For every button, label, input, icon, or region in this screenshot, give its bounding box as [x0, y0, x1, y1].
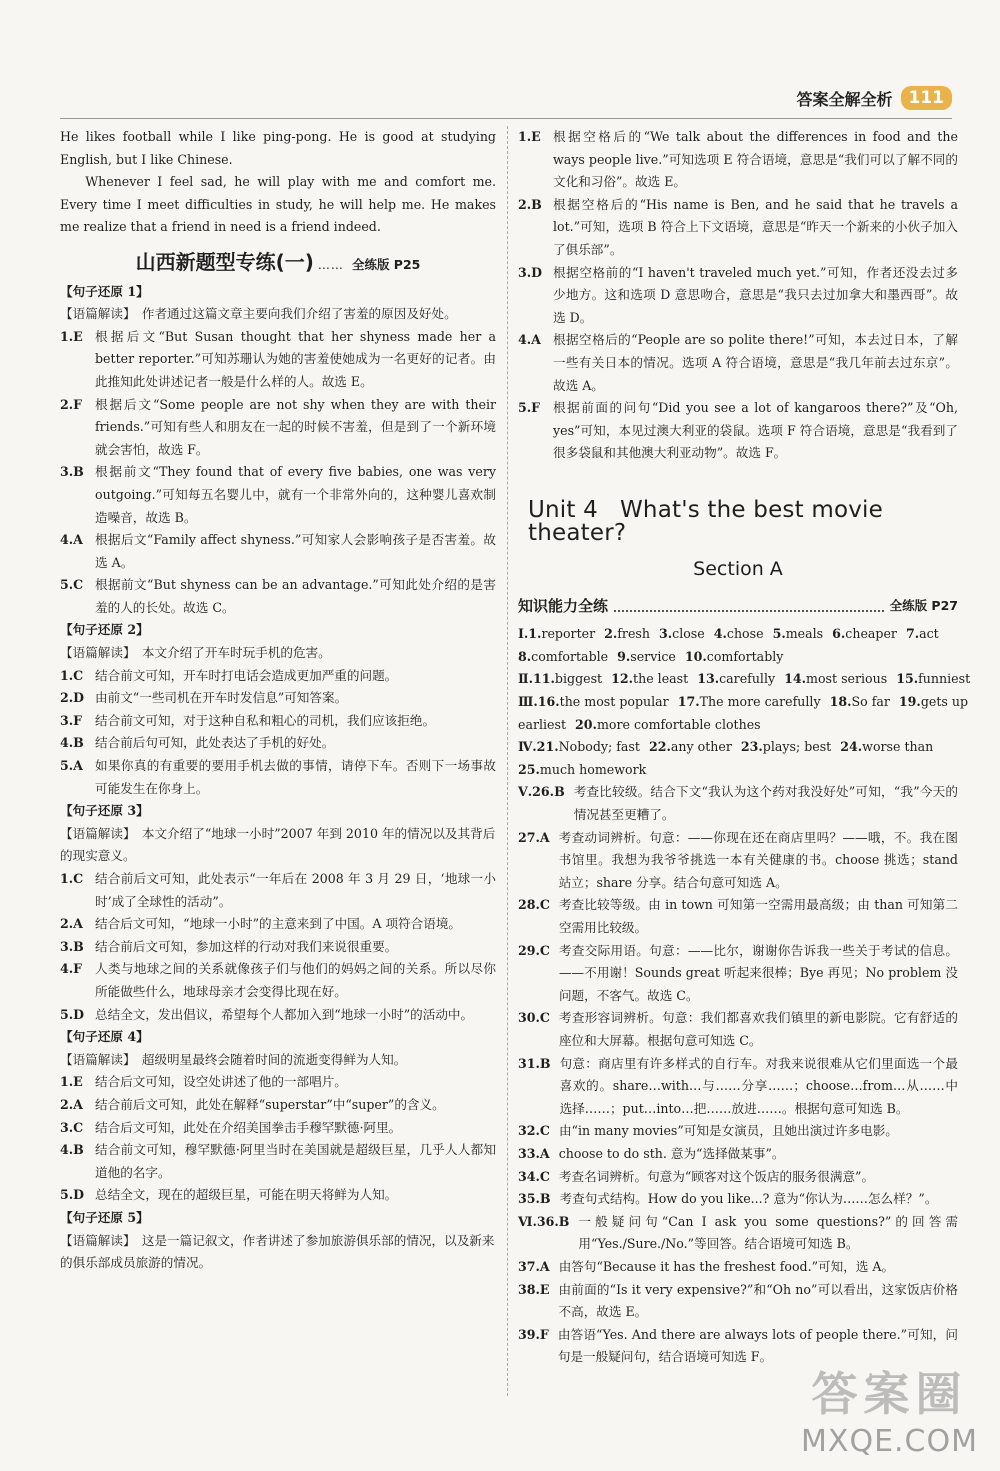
- section-label: Section A: [693, 558, 783, 581]
- vocab-num: 24.: [840, 739, 863, 755]
- answer-num: 3.C: [60, 1119, 84, 1135]
- answer-num: 29.C: [518, 942, 550, 958]
- vocab-num: 20.: [575, 716, 597, 732]
- answer-num: 1.C: [60, 871, 84, 886]
- group-head: 【句子还原 4】: [60, 1029, 149, 1045]
- answer-num: 32.C: [518, 1123, 550, 1139]
- answer-num: 3.B: [60, 938, 84, 954]
- answer-item: [518, 1007, 958, 1052]
- answer-text: 由答句“Because it has the freshest food.”可知，选 A。: [558, 1258, 895, 1274]
- vocab-answer: reporter: [541, 626, 596, 642]
- answer-num: 38.E: [518, 1281, 550, 1297]
- reading-summary: 【语篇解读】 本文介绍了开车时玩手机的危害。: [60, 645, 331, 661]
- answer-item: [518, 194, 958, 262]
- answer-text: 考查动词辨析。句意：——你现在还在商店里吗？——哦，不。我在图书馆里。我想为我爷爷挑选一本有关健康的书。choose 挑选；stand 站立；share 分享。结合句意可知选 A。: [558, 829, 958, 890]
- vocab-num: Ⅰ.1.: [518, 626, 542, 642]
- answer-text: 由答语“Yes. And there are always lots of people there.”可知，问句是一般疑问句，结合语境可知选 F。: [557, 1326, 958, 1365]
- answer-item: [518, 126, 958, 194]
- practice-ref: 全练版 P27: [889, 597, 958, 613]
- intro-paragraph: Whenever I feel sad, he will play with me and comfort me. Every time I meet difficulties in study, he will help me. He makes me realize that a friend in need is a friend indeed.: [60, 174, 496, 235]
- answer-num: 3.F: [60, 712, 83, 728]
- answer-num: 27.A: [518, 829, 550, 845]
- section-title: 山西新题型专练(一): [135, 249, 314, 274]
- vocab-answer: service: [630, 648, 676, 664]
- answer-item: [60, 665, 496, 688]
- vocab-answer: biggest: [554, 671, 603, 687]
- answer-text: 考查名词辨析。句意为“顾客对这个饭店的服务很满意”。: [558, 1168, 875, 1184]
- section-dots: ……: [317, 257, 344, 272]
- vocab-answer: fresh: [617, 626, 650, 642]
- answer-item: [518, 894, 958, 939]
- answer-num: 3.D: [518, 264, 543, 280]
- answer-text: 结合前文可知，穆罕默德·阿里当时在美国就是超级巨星，几乎人人都知道他的名字。: [95, 1142, 496, 1180]
- answer-item: [518, 1053, 958, 1121]
- answer-text: 根据前文“But shyness can be an advantage.”可知此处介绍的是害羞的人的长处。故选 C。: [95, 577, 496, 615]
- answer-item: [60, 1117, 496, 1140]
- page-header: [796, 86, 952, 110]
- vocab-answer: meals: [785, 626, 824, 642]
- vocab-answer: much homework: [539, 761, 647, 777]
- answer-num: 28.C: [518, 897, 550, 913]
- vocab-line: [518, 646, 958, 669]
- vocab-answer: worse than: [862, 739, 934, 755]
- answer-num: 4.F: [60, 961, 83, 977]
- vocab-answer: the most popular: [559, 694, 669, 710]
- answer-num: 5.A: [60, 758, 83, 774]
- vocab-answer: more comfortable clothes: [596, 716, 761, 732]
- answer-num: 31.B: [518, 1055, 551, 1071]
- answer-num: 4.B: [60, 735, 84, 751]
- answer-text: 一般疑问句“Can I ask you some questions?”的回答需用“Yes./Sure./No.”等回答。结合语境可知选 B。: [578, 1213, 958, 1252]
- answer-item: [60, 1139, 496, 1184]
- answer-text: 根据后文“Family affect shyness.”可知家人会影响孩子是否害羞。故选 A。: [95, 532, 496, 570]
- answer-text: 根据后文“Some people are not shy when they are with their friends.”可知有些人和朋友在一起的时候不害羞，但是到了一个新环境就会害怕，故选 F。: [95, 396, 496, 457]
- answer-text: 根据空格前的“I haven't traveled much yet.”可知，作者还没去过多少地方。这和选项 D 意思吻合，意思是“我只去过加拿大和墨西哥”。故选 D。: [553, 264, 958, 325]
- answer-text: 如果你真的有重要的要用手机去做的事情，请停下车。否则下一场事故可能发生在你身上。: [95, 758, 496, 796]
- answer-text: 人类与地球之间的关系就像孩子们与他们的妈妈之间的关系。所以尽你所能做些什么，地球母亲才会变得比现在好。: [95, 961, 496, 999]
- answer-item: [60, 958, 496, 1003]
- answer-num: 3.B: [60, 464, 84, 480]
- vocab-answer: gets up: [920, 694, 969, 710]
- vocab-num: 17.: [677, 694, 700, 710]
- vocab-answer: comfortably: [706, 648, 784, 664]
- answer-text: 考查交际用语。句意：——比尔，谢谢你告诉我一些关于考试的信息。——不用谢！Sounds great 听起来很棒；Bye 再见；No problem 没问题，不客气。故选 C。: [558, 942, 958, 1003]
- answer-text: 结合前文可知，对于这种自私和粗心的司机，我们应该拒绝。: [95, 712, 436, 728]
- left-column: [60, 126, 496, 1275]
- answer-text: 根据后文“But Susan thought that her shyness made her a better reporter.”可知苏珊认为她的害羞使她成为一名更好的记者。由此推知此处讲述记者一般是什么样的人。故选 E。: [95, 328, 496, 389]
- vocab-num: 12.: [611, 671, 634, 687]
- vocab-num: 3.: [658, 626, 673, 642]
- vocab-answer: act: [919, 626, 939, 642]
- answer-num: 35.B: [518, 1191, 551, 1207]
- answer-item: [518, 1279, 958, 1324]
- vocab-num: 18.: [829, 694, 852, 710]
- reading-summary: 【语篇解读】 超级明星最终会随着时间的流逝变得鲜为人知。: [60, 1051, 407, 1067]
- reading-summary: 【语篇解读】 作者通过这篇文章主要向我们介绍了害羞的原因及好处。: [60, 306, 457, 322]
- answer-item: [60, 913, 496, 936]
- vocab-num: 8.: [518, 648, 532, 664]
- vocab-answers: [518, 623, 971, 781]
- answer-item: [60, 687, 496, 710]
- answer-text: 结合前后文可知，此处表示“一年后在 2008 年 3 月 29 日，‘地球一小时’成了全球性的活动”。: [95, 871, 496, 909]
- vocab-num: 22.: [648, 739, 671, 755]
- group-head: 【句子还原 3】: [60, 803, 149, 819]
- vocab-line: [518, 691, 969, 714]
- answer-text: 由前文“一些司机在开车时发信息”可知答案。: [95, 690, 348, 706]
- answer-num: 39.F: [518, 1326, 549, 1342]
- vocab-answer: earliest: [518, 716, 567, 732]
- group-head: 【句子还原 5】: [60, 1209, 149, 1225]
- vocab-num: 25.: [518, 761, 540, 777]
- answer-text: 考查句式结构。How do you like...? 意为“你认为……怎么样？”。: [559, 1191, 938, 1207]
- answer-item: [60, 1184, 496, 1207]
- vocab-answer: any other: [670, 739, 732, 755]
- answer-num: 4.A: [518, 332, 541, 348]
- vocab-line: [518, 668, 971, 691]
- answer-item: [518, 329, 958, 397]
- answer-text: 结合前后文可知，参加这样的行动对我们来说很重要。: [95, 938, 398, 954]
- answer-num: 34.C: [518, 1168, 550, 1184]
- vocab-line: [518, 623, 958, 646]
- watermark-logo: 答案圈: [811, 1367, 968, 1421]
- vocab-num: Ⅱ.11.: [518, 671, 555, 687]
- answer-text: 考查比较级。结合下文“我认为这个药对我没好处”可知，“我”今天的情况甚至更糟了。: [573, 784, 958, 823]
- answer-text: 总结全文，现在的超级巨星，可能在明天将鲜为人知。: [95, 1187, 398, 1203]
- intro-paragraph: He likes football while I like ping-pong. He is good at studying English, but I like Chinese.: [60, 129, 496, 167]
- page-number: 111: [901, 86, 953, 110]
- vocab-answer: So far: [851, 694, 890, 710]
- vocab-answer: most serious: [806, 671, 888, 687]
- answer-num: 2.F: [60, 396, 83, 412]
- answer-num: 1.C: [60, 667, 84, 683]
- answer-num: 4.B: [60, 1142, 84, 1158]
- header-rule: [60, 118, 952, 119]
- vocab-num: 9.: [617, 648, 631, 664]
- answer-item: [518, 1256, 958, 1279]
- answer-text: 根据空格后的“People are so polite there!”可知，本去过日本，了解一些有关日本的情况。选项 A 符合语境，意思是“我几年前去过东京”。故选 A。: [553, 332, 958, 393]
- section-heading: [60, 251, 496, 277]
- vocab-answer: the least: [633, 671, 689, 687]
- answer-item: [60, 1094, 496, 1117]
- vocab-answer: cheaper: [845, 626, 897, 642]
- answer-text: 结合后文可知，“地球一小时”的主意来到了中国。A 项符合语境。: [95, 916, 462, 932]
- vocab-answer: Nobody; fast: [558, 739, 640, 755]
- vocab-num: 7.: [905, 626, 920, 642]
- vocab-num: 4.: [713, 626, 727, 642]
- practice-heading: [518, 595, 958, 618]
- reading-summary: 【语篇解读】 这是一篇记叙文，作者讲述了参加旅游俱乐部的情况，以及新来的俱乐部成员旅游的情况。: [60, 1232, 495, 1271]
- vocab-answer: The more carefully: [699, 694, 821, 710]
- answer-num: 1.E: [60, 1074, 83, 1090]
- vocab-num: 19.: [898, 694, 921, 710]
- answer-item: [518, 397, 958, 465]
- answer-num: 5.D: [60, 1187, 85, 1203]
- answer-num: 1.E: [60, 328, 83, 344]
- vocab-answer: chose: [726, 626, 764, 642]
- answer-text: 结合后文可知，此处在介绍美国拳击手穆罕默德·阿里。: [95, 1119, 402, 1135]
- answer-text: 根据空格后的“We talk about the differences in food and the ways people live.”可知选项 E 符合语境，意思是“我们可以了解不同的文化和习俗”。故选 E。: [553, 129, 958, 190]
- unit-name: What's the best movie theater?: [528, 496, 883, 546]
- answer-text: 结合前文可知，开车时打电话会造成更加严重的问题。: [95, 667, 398, 683]
- answer-item: [60, 732, 496, 755]
- watermark-url: MXQE.COM: [801, 1424, 978, 1459]
- vocab-num: 5.: [772, 626, 786, 642]
- answer-text: 结合后文可知，设空处讲述了他的一部唱片。: [95, 1074, 347, 1090]
- vocab-num: 6.: [832, 626, 846, 642]
- answer-num: 2.A: [60, 1096, 83, 1112]
- answer-item: [518, 1188, 958, 1211]
- unit-title: [528, 496, 958, 546]
- right-column: [518, 126, 971, 1369]
- reading-summary: 【语篇解读】 本文介绍了“地球一小时”2007 年到 2010 年的情况以及其背后的现实意义。: [60, 825, 496, 864]
- answer-num: 5.C: [60, 577, 84, 593]
- answer-item: [518, 940, 958, 1008]
- section-ref: 全练版 P25: [351, 256, 421, 272]
- answer-item: [60, 755, 496, 800]
- answer-num: 5.D: [60, 1006, 85, 1022]
- answer-item: [60, 1004, 496, 1027]
- group-head: 【句子还原 1】: [60, 283, 149, 299]
- answer-num: 30.C: [518, 1010, 550, 1026]
- answer-item: [60, 1071, 496, 1094]
- answer-item: [518, 781, 958, 826]
- vocab-num: 10.: [684, 648, 707, 664]
- vocab-answer: plays; best: [762, 739, 832, 755]
- answer-text: 结合前后句可知，此处表达了手机的好处。: [95, 735, 335, 751]
- answer-item: [518, 262, 958, 330]
- vocab-num: 13.: [697, 671, 720, 687]
- answer-item: [518, 1143, 958, 1166]
- answer-text: 由“in many movies”可知是女演员，且她出演过许多电影。: [558, 1123, 898, 1139]
- answer-text: 根据前面的问句“Did you see a lot of kangaroos there?”及“Oh, yes”可知，本见过澳大利亚的袋鼠。选项 F 符合语境，意思是“我看到了很多袋鼠和其他澳大利亚动物”。故选 F。: [553, 400, 958, 461]
- answer-item: [518, 1120, 958, 1143]
- answer-item: [60, 326, 496, 394]
- answer-text: 根据前文“They found that of every five babies, one was very outgoing.”可知每五名婴儿中，就有一个非常外向的，这种婴儿喜欢制造噪音，故选 B。: [95, 464, 496, 525]
- footer-watermark: [801, 1358, 978, 1459]
- vocab-answer: comfortable: [531, 648, 609, 664]
- answer-item: [518, 1166, 958, 1189]
- answer-text: choose to do sth. 意为“选择做某事”。: [558, 1145, 785, 1161]
- answer-num: 33.A: [518, 1145, 550, 1161]
- unit-number: Unit 4: [528, 496, 598, 523]
- answer-text: 结合前后文可知，此处在解释“superstar”中“super”的含义。: [95, 1096, 445, 1112]
- answer-text: 根据空格后的“His name is Ben, and he said that he travels a lot.”可知，选项 B 符合上下文语境，意思是“昨天一个新来的小伙子加入了俱乐部”。: [553, 196, 958, 257]
- header-title: 答案全解全析: [796, 89, 893, 109]
- group-head: 【句子还原 2】: [60, 622, 149, 638]
- answer-text: 总结全文，发出倡议，希望每个人都加入到“地球一小时”的活动中。: [95, 1006, 474, 1022]
- answer-text: 句意：商店里有许多样式的自行车。对我来说很难从它们里面选一个最喜欢的。share…with…与……分享……；choose…from…从……中选择……；put…into…把……放进……。根据句意可知选 B。: [559, 1055, 958, 1116]
- leader-dots: [614, 600, 884, 612]
- answer-text: 考查比较等级。由 in town 可知第一空需用最高级；由 than 可知第二空需用比较级。: [558, 897, 958, 935]
- answer-item: [60, 394, 496, 462]
- vocab-line: [518, 759, 958, 782]
- answer-num: 2.D: [60, 690, 85, 706]
- answer-item: [60, 710, 496, 733]
- answer-item: [60, 868, 496, 913]
- answer-text: 由前面的“Is it very expensive?”和“Oh no”可以看出，这家饭店价格不高，故选 E。: [558, 1281, 958, 1320]
- vocab-num: Ⅲ.16.: [518, 694, 560, 710]
- answer-num: 4.A: [60, 532, 83, 548]
- answer-item: [60, 529, 496, 574]
- answer-item: [518, 827, 958, 895]
- answer-num: 2.B: [518, 196, 542, 212]
- vocab-answer: carefully: [719, 671, 776, 687]
- vocab-num: 23.: [740, 739, 763, 755]
- vocab-answer: funniest: [918, 671, 971, 687]
- column-divider: [507, 126, 508, 1396]
- vocab-num: Ⅳ.21.: [518, 739, 559, 755]
- answer-num: Ⅴ.26.B: [518, 784, 565, 800]
- answer-num: 37.A: [518, 1258, 550, 1274]
- answer-item: [60, 936, 496, 959]
- answer-item: [60, 461, 496, 529]
- practice-label: 知识能力全练: [518, 596, 609, 615]
- vocab-line: [518, 714, 958, 737]
- answer-num: 2.A: [60, 916, 83, 932]
- answer-num: 5.F: [518, 400, 541, 416]
- answer-num: Ⅵ.36.B: [518, 1213, 570, 1229]
- vocab-num: 2.: [604, 626, 618, 642]
- vocab-line: [518, 736, 958, 759]
- vocab-num: 14.: [784, 671, 807, 687]
- answer-text: 考查形容词辨析。句意：我们都喜欢我们镇里的新电影院。它有舒适的座位和大屏幕。根据句意可知选 C。: [558, 1010, 958, 1048]
- vocab-num: 15.: [896, 671, 919, 687]
- answer-item: [518, 1211, 958, 1256]
- answer-num: 1.E: [518, 129, 541, 144]
- answer-item: [60, 574, 496, 619]
- vocab-answer: close: [672, 626, 705, 642]
